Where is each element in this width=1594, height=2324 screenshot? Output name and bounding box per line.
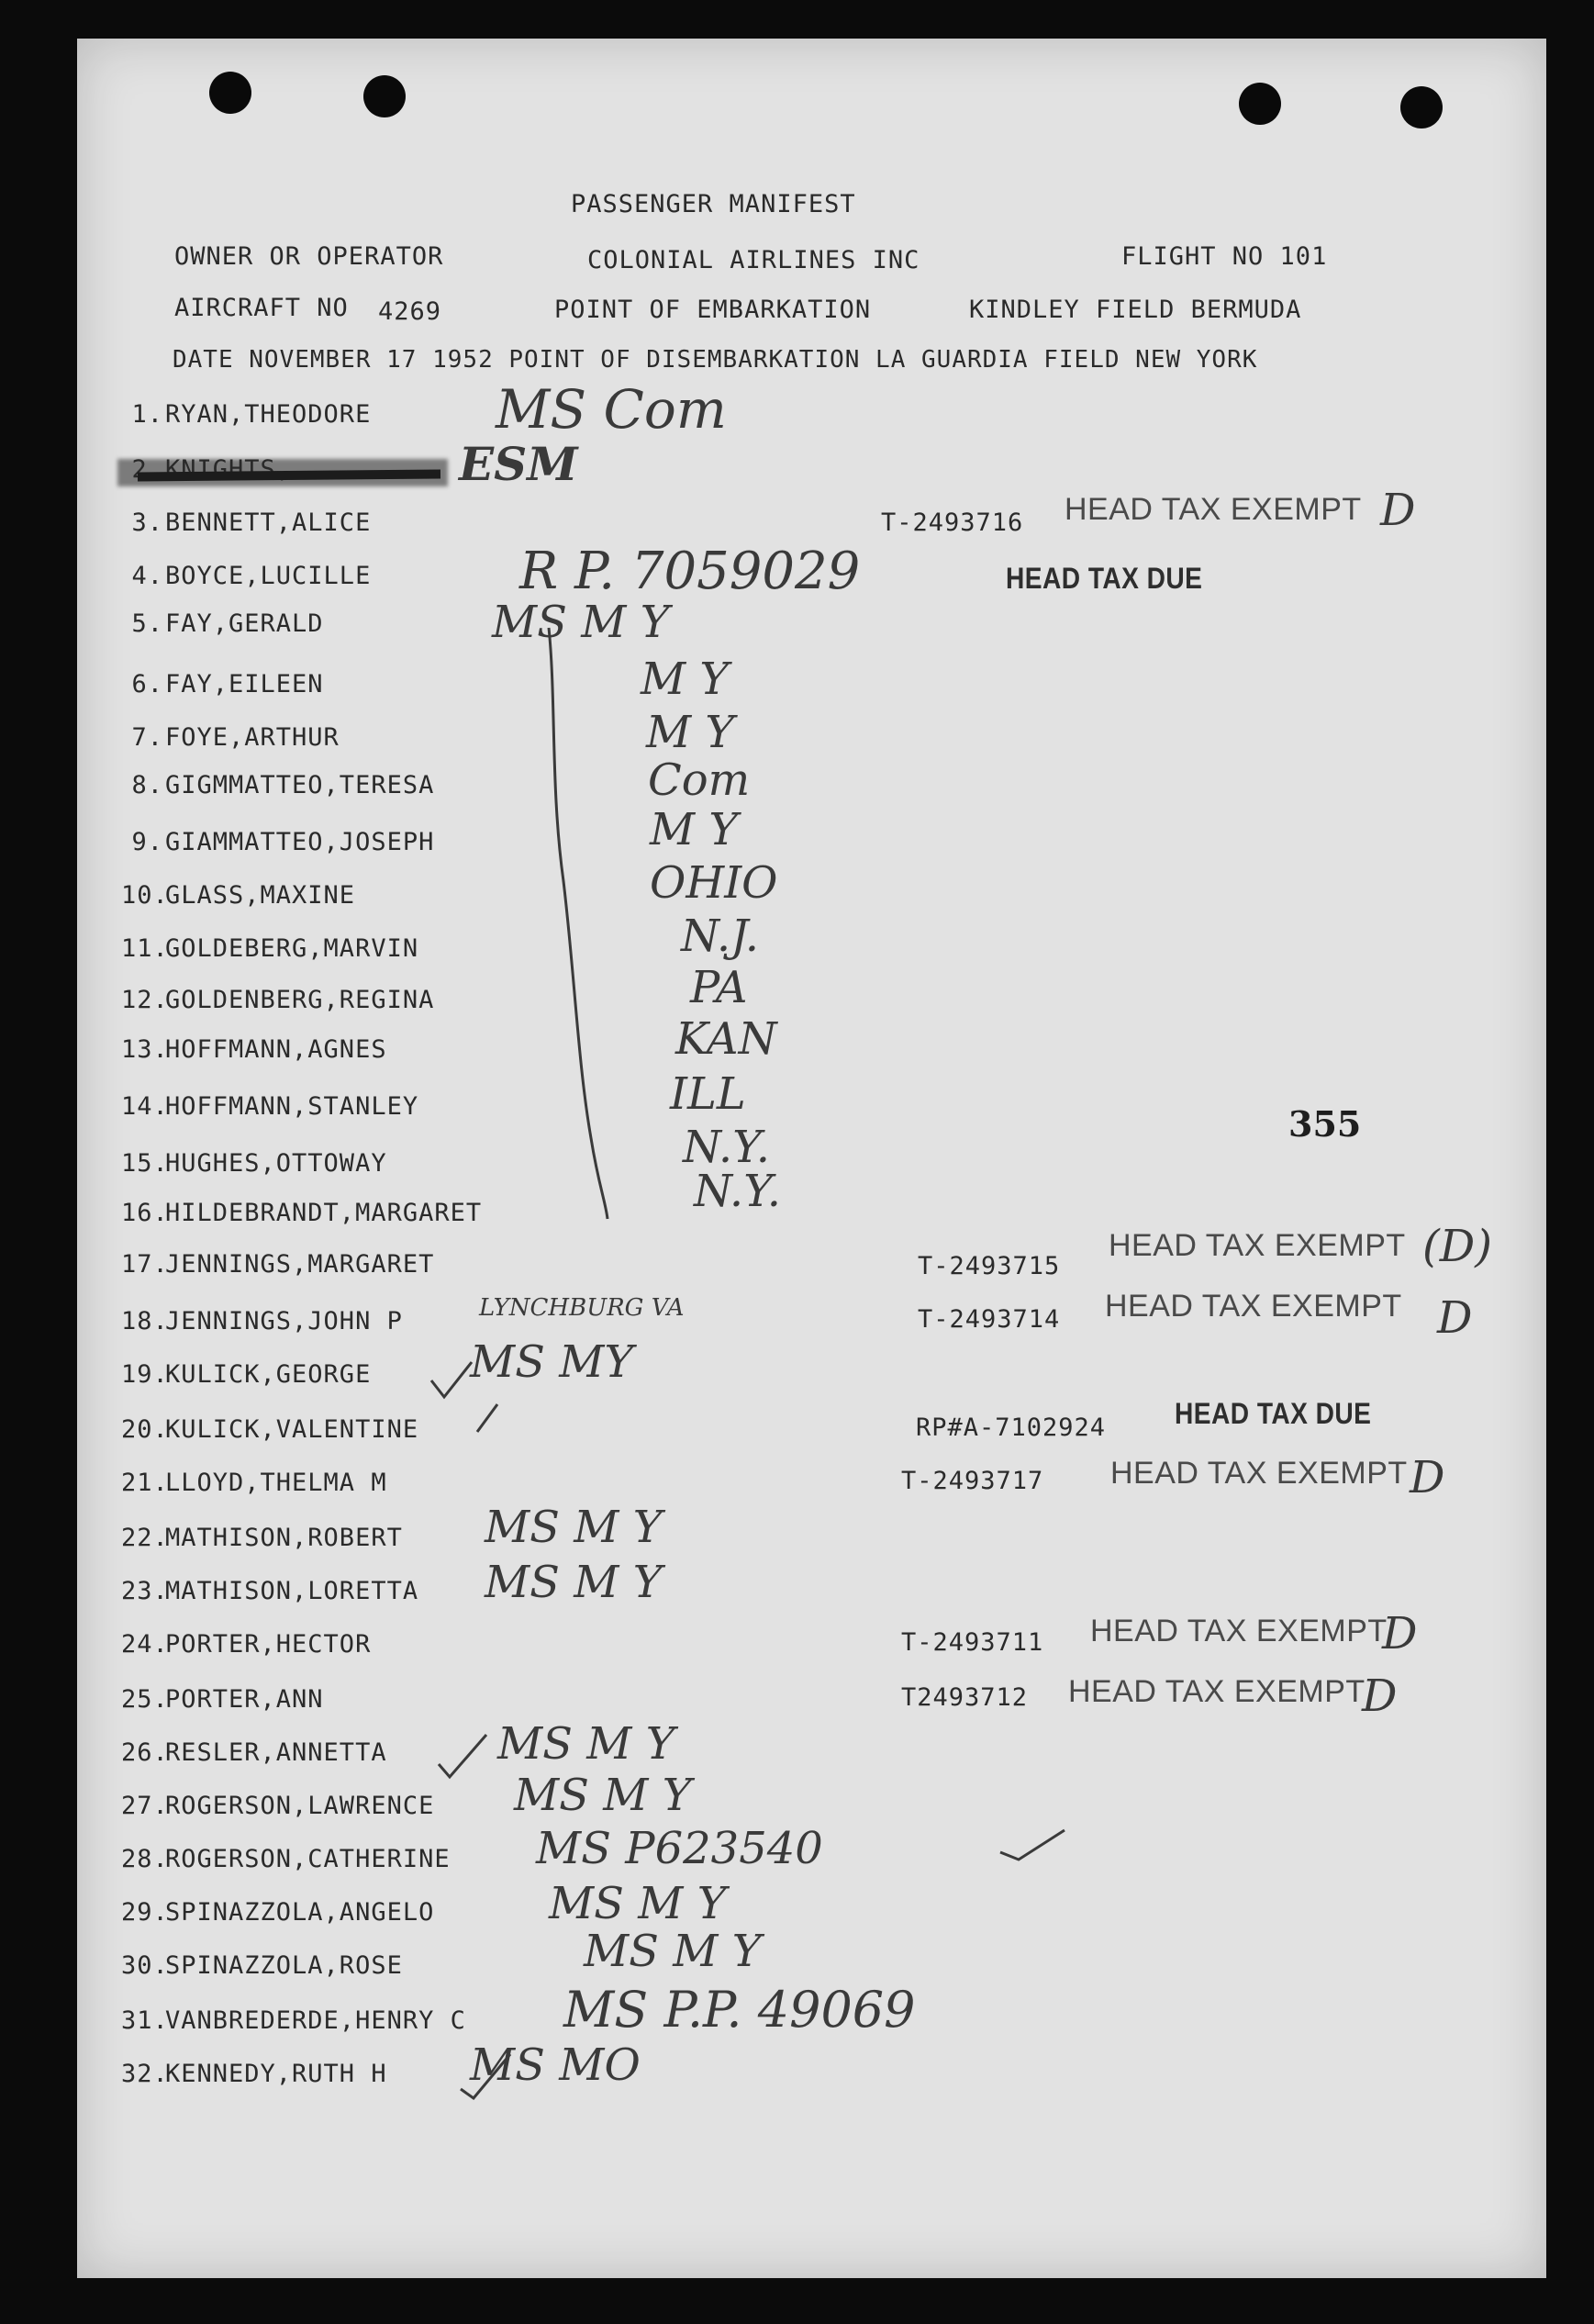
passenger-row: 13.HOFFMANN,AGNES: [121, 1035, 387, 1064]
handwritten-note: MS M Y: [584, 1926, 762, 1977]
embarkation-value: KINDLEY FIELD BERMUDA: [969, 296, 1302, 324]
passenger-row: 21.LLOYD,THELMA M: [121, 1469, 387, 1497]
handwritten-note: MS M Y: [514, 1770, 692, 1821]
passenger-row: 15.HUGHES,OTTOWAY: [121, 1149, 387, 1178]
head-tax-stamp: HEAD TAX EXEMPT: [1109, 1228, 1406, 1263]
owner-label: OWNER OR OPERATOR: [174, 242, 444, 271]
ticket-number: T-2493715: [918, 1252, 1061, 1280]
handwritten-note: Com: [648, 754, 751, 806]
head-tax-stamp: HEAD TAX DUE: [1175, 1397, 1372, 1430]
head-tax-stamp: HEAD TAX DUE: [1006, 562, 1203, 595]
owner-value: COLONIAL AIRLINES INC: [587, 246, 920, 274]
aircraft-label: AIRCRAFT NO: [174, 294, 349, 322]
passenger-row: 4.BOYCE,LUCILLE: [131, 562, 372, 590]
handwritten-note: M Y: [646, 707, 735, 758]
handwritten-note: MS MY: [470, 1336, 634, 1388]
ticket-number: RP#A-7102924: [916, 1413, 1107, 1442]
handwritten-city: LYNCHBURG VA: [479, 1294, 685, 1322]
handwritten-mark: D: [1362, 1670, 1398, 1722]
handwritten-note: MS Com: [496, 378, 727, 441]
handwritten-initials: ESM: [459, 437, 578, 491]
flight-number: FLIGHT NO 101: [1121, 242, 1328, 271]
aircraft-value: 4269: [378, 297, 442, 326]
handwritten-note: MS M Y: [492, 597, 670, 648]
handwritten-mark: D: [1382, 1608, 1418, 1659]
passenger-row: 6.FAY,EILEEN: [131, 670, 324, 698]
date-disembarkation-line: DATE NOVEMBER 17 1952 POINT OF DISEMBARKATION LA GUARDIA FIELD NEW YORK: [173, 346, 1258, 374]
passenger-row: 14.HOFFMANN,STANLEY: [121, 1092, 419, 1121]
manifest-title: PASSENGER MANIFEST: [571, 190, 856, 218]
passenger-row: 27.ROGERSON,LAWRENCE: [121, 1792, 435, 1820]
handwritten-passport: MS P623540: [536, 1823, 823, 1874]
handwritten-note: MS M Y: [497, 1718, 675, 1770]
handwritten-mark: D: [1380, 485, 1416, 536]
handwritten-state: KAN: [675, 1013, 777, 1065]
handwritten-note: M Y: [650, 804, 739, 855]
passenger-row: 18.JENNINGS,JOHN P: [121, 1307, 403, 1335]
passenger-row: 12.GOLDENBERG,REGINA: [121, 986, 435, 1014]
head-tax-stamp: HEAD TAX EXEMPT: [1110, 1456, 1408, 1491]
handwritten-state: N.Y.: [683, 1122, 770, 1173]
ticket-number: T-2493711: [901, 1628, 1044, 1657]
head-tax-stamp: HEAD TAX EXEMPT: [1105, 1289, 1402, 1324]
page-number: 355: [1288, 1103, 1362, 1145]
head-tax-stamp: HEAD TAX EXEMPT: [1068, 1674, 1365, 1709]
passenger-row: 8.GIGMMATTEO,TERESA: [131, 771, 435, 799]
passenger-row: 28.ROGERSON,CATHERINE: [121, 1845, 451, 1873]
passenger-row: 1.RYAN,THEODORE: [131, 400, 372, 429]
handwritten-state: PA: [690, 962, 748, 1013]
handwritten-state: N.J.: [681, 911, 759, 962]
passenger-row: 5.FAY,GERALD: [131, 609, 324, 638]
handwritten-note: MS M Y: [485, 1502, 663, 1553]
passenger-row: 7.FOYE,ARTHUR: [131, 723, 340, 752]
passenger-row: 24.PORTER,HECTOR: [121, 1630, 372, 1659]
passenger-row: 17.JENNINGS,MARGARET: [121, 1250, 435, 1279]
passenger-row: 29.SPINAZZOLA,ANGELO: [121, 1898, 435, 1927]
passenger-row: 11.GOLDEBERG,MARVIN: [121, 934, 419, 963]
handwritten-state: ILL: [670, 1068, 746, 1120]
handwritten-mark: D: [1410, 1452, 1445, 1503]
passenger-row: 26.RESLER,ANNETTA: [121, 1738, 387, 1767]
handwritten-note: MS M Y: [485, 1557, 663, 1608]
passenger-row: 10.GLASS,MAXINE: [121, 881, 356, 910]
passenger-row: 3.BENNETT,ALICE: [131, 508, 372, 537]
passenger-row: 16.HILDEBRANDT,MARGARET: [121, 1199, 483, 1227]
head-tax-stamp: HEAD TAX EXEMPT: [1090, 1614, 1388, 1648]
ticket-number: T-2493717: [901, 1467, 1044, 1495]
passenger-row: 22.MATHISON,ROBERT: [121, 1524, 403, 1552]
ticket-number: T-2493714: [918, 1305, 1061, 1334]
ticket-number: T2493712: [901, 1683, 1029, 1712]
handwritten-state: N.Y.: [694, 1166, 781, 1217]
ticket-number: T-2493716: [881, 508, 1024, 537]
handwritten-rp-number: R P. 7059029: [519, 542, 861, 601]
passenger-row: 23.MATHISON,LORETTA: [121, 1577, 419, 1605]
passenger-row: 19.KULICK,GEORGE: [121, 1360, 372, 1389]
passenger-row: 25.PORTER,ANN: [121, 1685, 324, 1714]
passenger-row: 31.VANBREDERDE,HENRY C: [121, 2006, 466, 2035]
passenger-row: 30.SPINAZZOLA,ROSE: [121, 1951, 403, 1980]
handwritten-note: M Y: [641, 654, 730, 705]
handwritten-mark: D: [1437, 1292, 1473, 1344]
handwritten-note: MS MO: [470, 2039, 641, 2091]
handwritten-mark: (D): [1422, 1221, 1492, 1272]
handwritten-note: MS M Y: [549, 1878, 727, 1929]
passenger-row: 32.KENNEDY,RUTH H: [121, 2060, 387, 2088]
head-tax-stamp: HEAD TAX EXEMPT: [1065, 492, 1362, 527]
passenger-row: 20.KULICK,VALENTINE: [121, 1415, 419, 1444]
passenger-row: 9.GIAMMATTEO,JOSEPH: [131, 828, 435, 856]
handwritten-passport: MS P.P. 49069: [563, 1981, 916, 2039]
embarkation-label: POINT OF EMBARKATION: [554, 296, 872, 324]
handwritten-state: OHIO: [650, 857, 778, 909]
